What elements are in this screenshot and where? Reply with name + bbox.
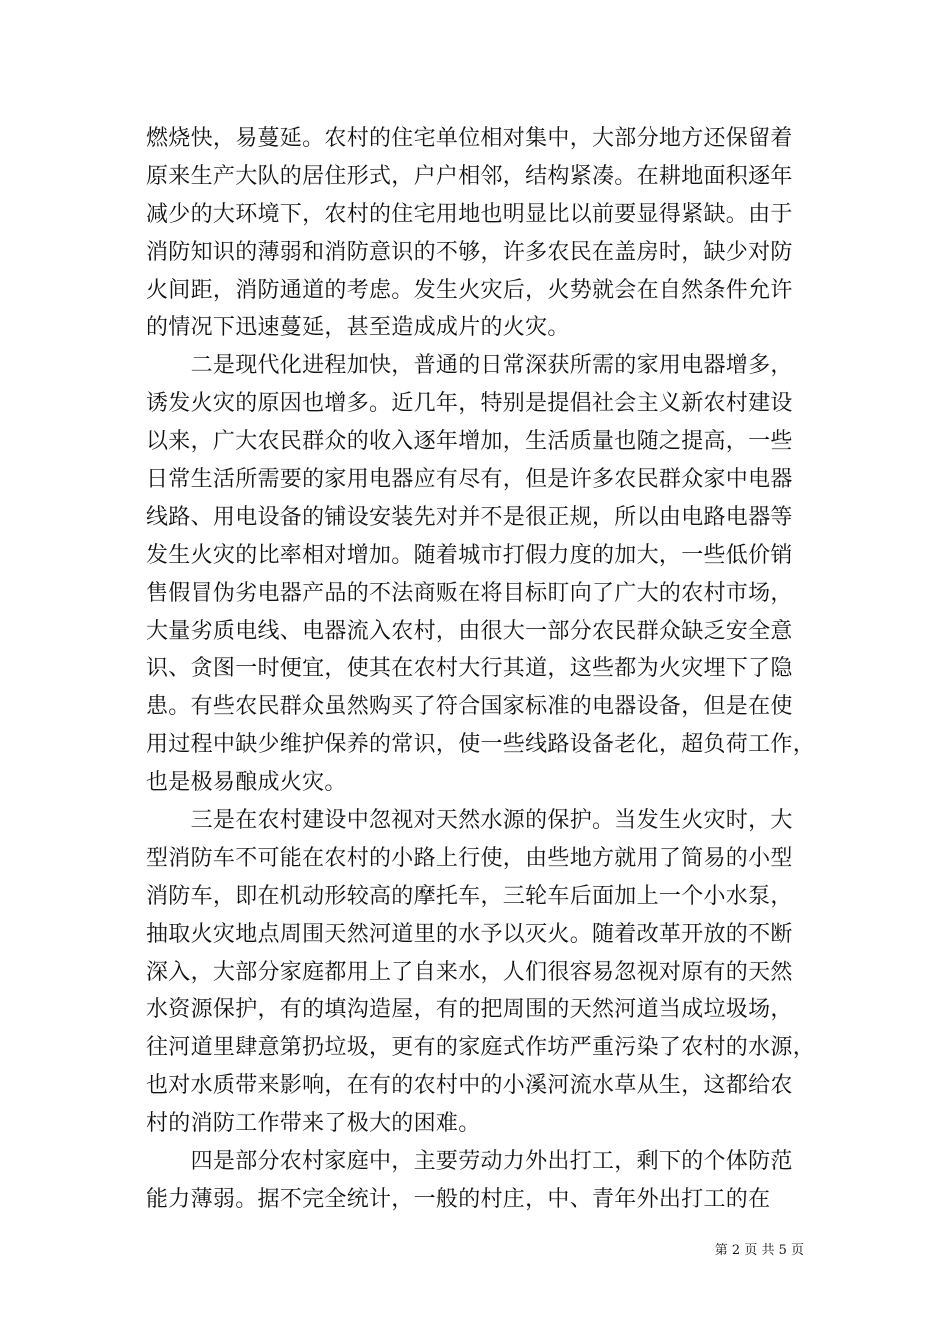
page-number-footer: 第 2 页 共 5 页 [714, 1243, 804, 1258]
text-line: 线路、用电设备的铺设安装先对并不是很正规，所以由电路电器等 [146, 504, 793, 530]
text-line: 三是在农村建设中忽视对天然水源的保护。当发生火灾时，大 [146, 808, 793, 834]
text-line: 深入，大部分家庭都用上了自来水，人们很容易忽视对原有的天然 [146, 959, 793, 985]
text-line: 也是极易酿成火灾。 [146, 770, 347, 796]
text-line: 消防车，即在机动形较高的摩托车，三轮车后面加上一个小水泵， [146, 883, 793, 909]
text-line: 日常生活所需要的家用电器应有尽有，但是许多农民群众家中电器 [146, 467, 793, 493]
text-line: 村的消防工作带来了极大的困难。 [146, 1111, 481, 1137]
text-line: 减少的大环境下，农村的住宅用地也明显比以前要显得紧缺。由于 [146, 201, 793, 227]
text-line: 的情况下迅速蔓延，甚至造成成片的火灾。 [146, 315, 570, 341]
text-line: 水资源保护，有的填沟造屋，有的把周围的天然河道当成垃圾场， [146, 997, 793, 1023]
text-line: 大量劣质电线、电器流入农村，由很大一部分农民群众缺乏安全意 [146, 618, 793, 644]
body-text [146, 120, 818, 1219]
text-line: 四是部分农村家庭中，主要劳动力外出打工，剩下的个体防范 [146, 1149, 793, 1175]
text-line: 诱发火灾的原因也增多。近几年，特别是提倡社会主义新农村建设 [146, 391, 793, 417]
text-line: 二是现代化进程加快，普通的日常深获所需的家用电器增多， [146, 353, 793, 379]
text-line: 售假冒伪劣电器产品的不法商贩在将目标盯向了广大的农村市场， [146, 580, 793, 606]
text-line: 往河道里肆意第扔垃圾，更有的家庭式作坊严重污染了农村的水源， [146, 1035, 816, 1061]
text-line: 也对水质带来影响，在有的农村中的小溪河流水草从生，这都给农 [146, 1073, 793, 1099]
text-line: 原来生产大队的居住形式，户户相邻，结构紧凑。在耕地面积逐年 [146, 163, 793, 189]
text-line: 燃烧快，易蔓延。农村的住宅单位相对集中，大部分地方还保留着 [146, 126, 793, 151]
text-line: 消防知识的薄弱和消防意识的不够，许多农民在盖房时，缺少对防 [146, 239, 793, 265]
text-line: 火间距，消防通道的考虑。发生火灾后，火势就会在自然条件允许 [146, 277, 793, 303]
text-line: 能力薄弱。据不完全统计，一般的村庄，中、青年外出打工的在 [146, 1186, 771, 1212]
text-line: 用过程中缺少维护保养的常识，使一些线路设备老化，超负荷工作， [146, 732, 816, 758]
text-line: 抽取火灾地点周围天然河道里的水予以灭火。随着改革开放的不断 [146, 921, 793, 947]
text-line: 患。有些农民群众虽然购买了符合国家标准的电器设备，但是在使 [146, 694, 793, 720]
text-line: 以来，广大农民群众的收入逐年增加，生活质量也随之提高，一些 [146, 429, 793, 455]
text-line: 发生火灾的比率相对增加。随着城市打假力度的加大，一些低价销 [146, 542, 793, 568]
text-line: 型消防车不可能在农村的小路上行使，由些地方就用了简易的小型 [146, 845, 793, 871]
text-line: 识、贪图一时便宜，使其在农村大行其道，这些都为火灾埋下了隐 [146, 656, 793, 682]
